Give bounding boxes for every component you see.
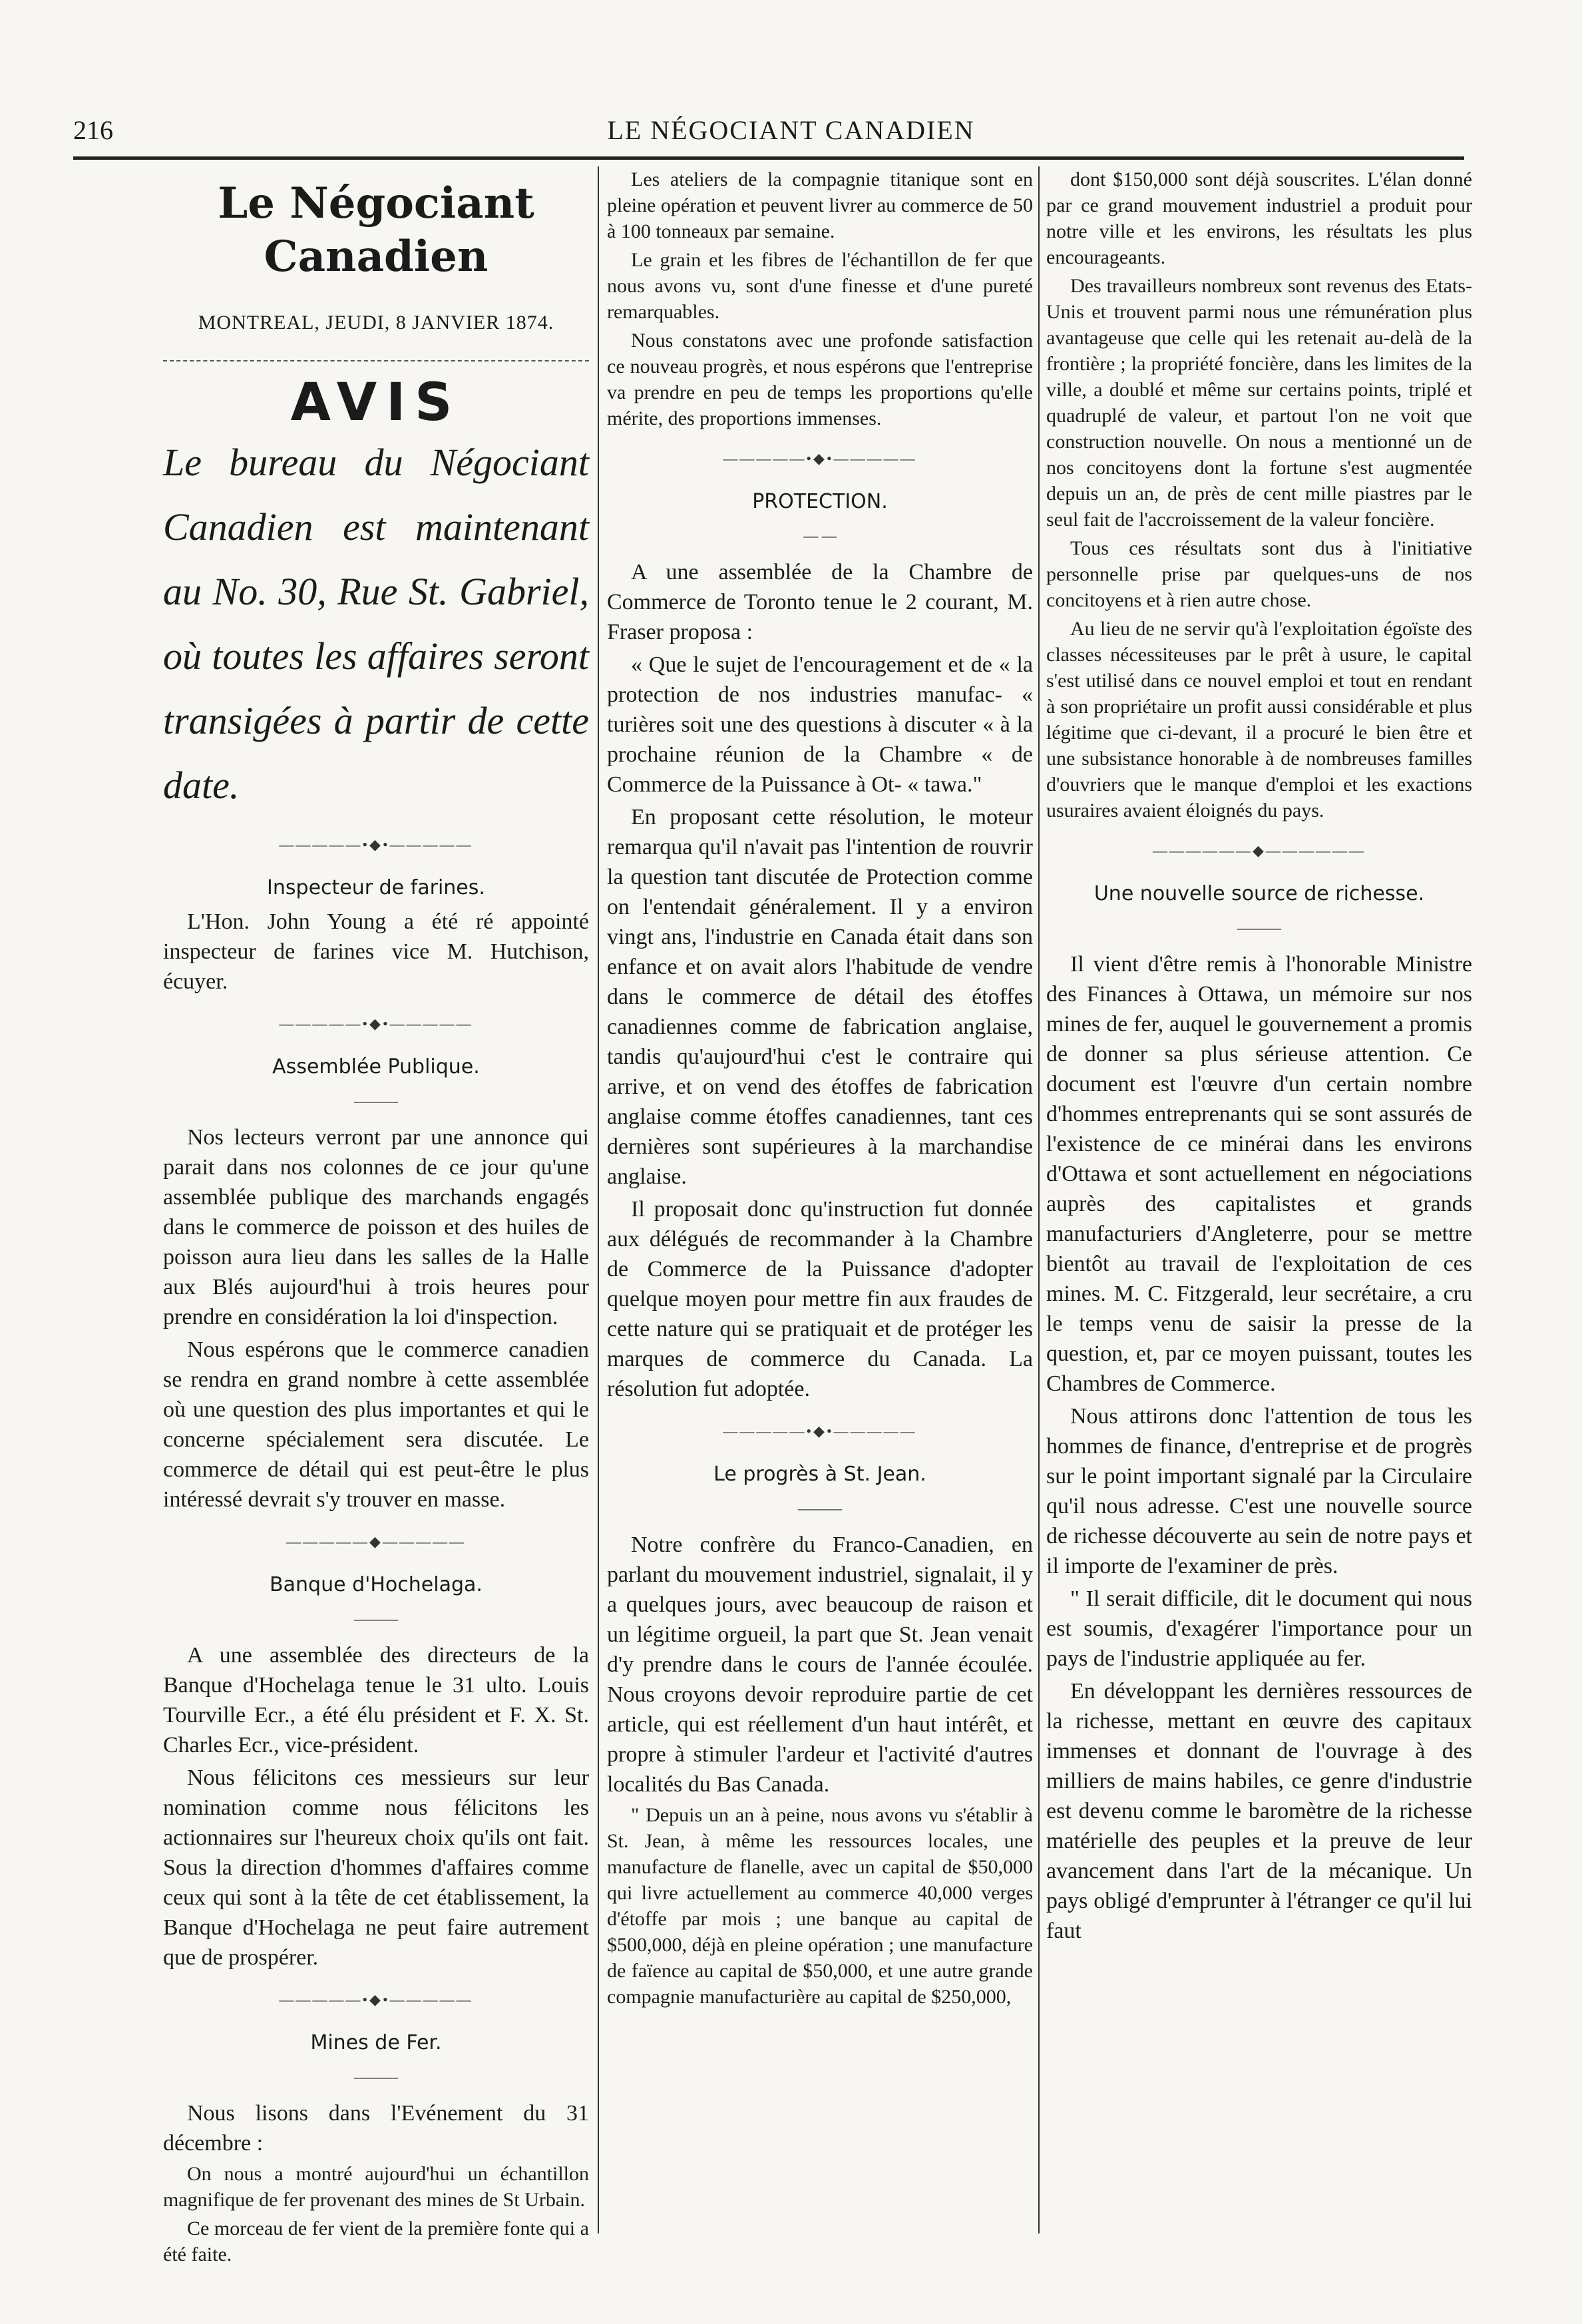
short-rule: ——— xyxy=(354,1092,398,1109)
small-paragraph: Au lieu de ne servir qu'à l'exploitation égoïste des classes nécessiteuses par le prêt à usure, le capital s'est utilisé dans ce nouvel emploi et tout en rendant à son propriétaire un profit aussi considérable et plus légitime que ci-devant, il a procuré le bien être et une subsistance honorable à de nombreuses familles d'ouvriers que le manque d'emploi et les exactions usuraires avaient éloignés du pays. xyxy=(1046,618,1472,821)
paragraph: A une assemblée de la Chambre de Commerce de Toronto tenue le 2 courant, M. Fraser proposa : xyxy=(607,560,1033,644)
short-rule: — — xyxy=(803,527,837,544)
short-rule: ——— xyxy=(1237,919,1281,936)
paragraph: A une assemblée des directeurs de la Banque d'Hochelaga tenue le 31 ulto. Louis Tourville Ecr., a été élu président et F. X. St. Charles Ecr., vice-président. xyxy=(163,1643,589,1757)
ornament-separator: —————•◆•————— xyxy=(723,450,917,467)
paragraph: Il proposait donc qu'instruction fut donnée aux délégués de recommander à la Chambre de Commerce de la Puissance d'adopter quelque moyen pour mettre fin aux fraudes de cette nature qui se pratiquait et de protéger les marques de commerce du Canada. La résolution fut adoptée. xyxy=(607,1197,1033,1401)
avis-title: AVIS xyxy=(290,373,462,433)
paragraph: En proposant cette résolution, le moteur remarqua qu'il n'avait pas l'intention de rouvrir la question tant discutée de Protection comme on l'entendait généralement. Il y a environ vingt ans, l'industrie en Canada était dans son enfance et on avait alors l'habitude de vendre dans le commerce de détail des étoffes canadiennes comme de fabrication anglaise, tandis qu'aujourd'hui c'est le contraire qui arrive, et on vend des étoffes de fabrication anglaise comme étoffes canadiennes, tant ces dernières sont supérieures à la marchandise anglaise. xyxy=(607,805,1033,1189)
section-title: Assemblée Publique. xyxy=(272,1055,480,1078)
column-rule-2 xyxy=(1038,166,1040,2233)
section-title: Une nouvelle source de richesse. xyxy=(1093,882,1425,905)
avis-body: Le bureau du Négociant Canadien est maintenant au No. 30, Rue St. Gabriel, où toutes les affaires seront transigées à partir de cette date. xyxy=(163,441,589,807)
paragraph: Nous espérons que le commerce canadien se rendra en grand nombre à cette assemblée où une question des plus importantes et qui le concerne spécialement sera discutée. Le commerce de détail qui est peut-être le plus intéressé devrait s'y trouver en masse. xyxy=(163,1337,589,1512)
short-rule: ——— xyxy=(798,1500,842,1516)
header-rule xyxy=(73,156,1464,160)
section-title: Le progrès à St. Jean. xyxy=(713,1463,926,1486)
small-paragraph: Ce morceau de fer vient de la première fonte qui a été faite. xyxy=(163,2217,589,2265)
short-rule: ——— xyxy=(354,2068,398,2085)
small-paragraph: Tous ces résultats sont dus à l'initiative personnelle prise par quelques-uns de nos concitoyens et à rien autre chose. xyxy=(1046,537,1472,611)
ornament-separator: —————•◆•————— xyxy=(279,1991,473,2008)
paragraph: " Il serait difficile, dit le document qui nous est soumis, d'exagérer l'importance pour un pays de l'industrie appliquée au fer. xyxy=(1046,1586,1472,1671)
ornament-separator: —————◆————— xyxy=(286,1533,466,1550)
small-paragraph: Les ateliers de la compagnie titanique sont en pleine opération et peuvent livrer au commerce de 50 à 100 tonneaux par semaine. xyxy=(607,168,1033,242)
paragraph: L'Hon. John Young a été ré appointé inspecteur de farines vice M. Hutchison, écuyer. xyxy=(163,909,589,994)
section-title: Banque d'Hochelaga. xyxy=(270,1573,483,1596)
small-paragraph: Nous constatons avec une profonde satisfaction ce nouveau progrès, et nous espérons que l'entreprise va prendre en peu de temps les proportions qu'elle mérite, des proportions immenses. xyxy=(607,330,1033,429)
column-2 xyxy=(607,166,1033,2012)
small-paragraph: " Depuis un an à peine, nous avons vu s'établir à St. Jean, à même les ressources locales, une manufacture de flanelle, avec un capital de $50,000 qui livre actuellement au commerce 40,000 verges d'étoffe par mois ; une banque au capital de $500,000, déjà en pleine opération ; une manufacture de faïence au capital de $50,000, et une autre grande compagnie manufacturière au capital de $250,000, xyxy=(607,1804,1033,2008)
column-3 xyxy=(1046,166,1472,1949)
paragraph: Il vient d'être remis à l'honorable Ministre des Finances à Ottawa, un mémoire sur nos mines de fer, auquel le gouvernement a promis de donner sa plus sérieuse attention. Ce document est l'œuvre d'un certain nombre d'hommes entreprenants qui se sont assurés de l'existence de ce minérai dans les environs d'Ottawa et sont actuellement en négociations auprès des capitalistes et grands manufacturiers d'Angleterre, pour se mettre bientôt au travail de l'exploitation de ces mines. M. C. Fitzgerald, leur secrétaire, a cru le temps venu de saisir la presse de la question, et, par ce moyen puissant, toutes les Chambres de Commerce. xyxy=(1046,952,1472,1396)
small-paragraph: dont $150,000 sont déjà souscrites. L'élan donné par ce grand mouvement industriel a produit pour notre ville et les environs, les résultats les plus encourageants. xyxy=(1046,168,1472,268)
small-paragraph: Des travailleurs nombreux sont revenus des Etats-Unis et trouvent parmi nous une rémunération plus avantageuse que celle qui les retenait au-delà de la frontière ; la propriété foncière, dans les limites de la ville, a doublé et même sur certains points, triplé et quadruplé de valeur, et partout l'on ne voit que construction nouvelle. On nous a mentionné un de nos concitoyens dont la fortune s'est augmentée depuis un an, de près de cent mille piastres par le seul fait de l'accroissement de la valeur foncière. xyxy=(1046,275,1472,531)
paragraph: Notre confrère du Franco-Canadien, en parlant du mouvement industriel, signalait, il y a quelques jours, avec beaucoup de raison et un légitime orgueil, la part que St. Jean venait d'y prendre dans le cours de l'année écoulée. Nous croyons devoir reproduire partie de cet article, qui est réellement d'un haut intérêt, et propre à stimuler l'ardeur et l'activité d'autres localités du Bas Canada. xyxy=(607,1532,1033,1797)
column-rule-1 xyxy=(598,166,599,2233)
short-rule: ——— xyxy=(354,1610,398,1627)
masthead: Le Négociant Canadien xyxy=(218,178,534,282)
paragraph: En développant les dernières ressources de la richesse, mettant en œuvre des capitaux immenses et donnant de l'ouvrage à des milliers de mains habiles, ce genre d'industrie est devenu comme le baromètre de la richesse matérielle des peuples et la preuve de leur avancement dans l'art de la mécanique. Un pays obligé d'emprunter à l'étranger ce qu'il lui faut xyxy=(1046,1679,1472,1943)
column-1 xyxy=(163,166,589,2270)
paragraph: Nos lecteurs verront par une annonce qui parait dans nos colonnes de ce jour qu'une assemblée publique des marchands engagés dans le commerce de poisson et des huiles de poisson aura lieu dans les salles de la Halle aux Blés aujourd'hui à trois heures pour prendre en considération la loi d'inspection. xyxy=(163,1125,589,1329)
dateline: MONTREAL, JEUDI, 8 JANVIER 1874. xyxy=(198,312,554,334)
ornament-separator: —————•◆•————— xyxy=(279,1015,473,1032)
paragraph: « Que le sujet de l'encouragement et de « la protection de nos industries manufac- « turières soit une des questions à discuter « à la prochaine réunion de la Chambre « de Commerce de la Puissance à Ot- « tawa." xyxy=(607,652,1033,797)
divider xyxy=(163,360,589,361)
paragraph: Nous félicitons ces messieurs sur leur nomination comme nous félicitons les actionnaires sur l'heureux choix qu'ils ont fait. Sous la direction d'hommes d'affaires comme ceux qui sont à la tête de cet établissement, la Banque d'Hochelaga ne peut faire autrement que de prospérer. xyxy=(163,1765,589,1970)
small-paragraph: Le grain et les fibres de l'échantillon de fer que nous avons vu, sont d'une finesse et d'une pureté remarquables. xyxy=(607,249,1033,323)
section-title: Mines de Fer. xyxy=(310,2031,442,2054)
section-title: Inspecteur de farines. xyxy=(267,876,485,899)
running-title: LE NÉGOCIANT CANADIEN xyxy=(607,115,975,145)
paragraph: Nous lisons dans l'Evénement du 31 décembre : xyxy=(163,2101,589,2156)
ornament-separator: —————•◆•————— xyxy=(723,1423,917,1439)
small-paragraph: On nous a montré aujourd'hui un échantillon magnifique de fer provenant des mines de St Urbain. xyxy=(163,2163,589,2211)
section-title: PROTECTION. xyxy=(752,490,888,513)
page-number: 216 xyxy=(73,115,113,145)
ornament-separator: —————•◆•————— xyxy=(279,836,473,853)
paragraph: Nous attirons donc l'attention de tous les hommes de finance, d'entreprise et de progrès sur le point important signalé par la Circulaire qu'il nous adresse. C'est une nouvelle source de richesse découverte au sein de notre pays et il importe de l'examiner de près. xyxy=(1046,1404,1472,1578)
ornament-separator: ——————◆—————— xyxy=(1153,842,1366,859)
